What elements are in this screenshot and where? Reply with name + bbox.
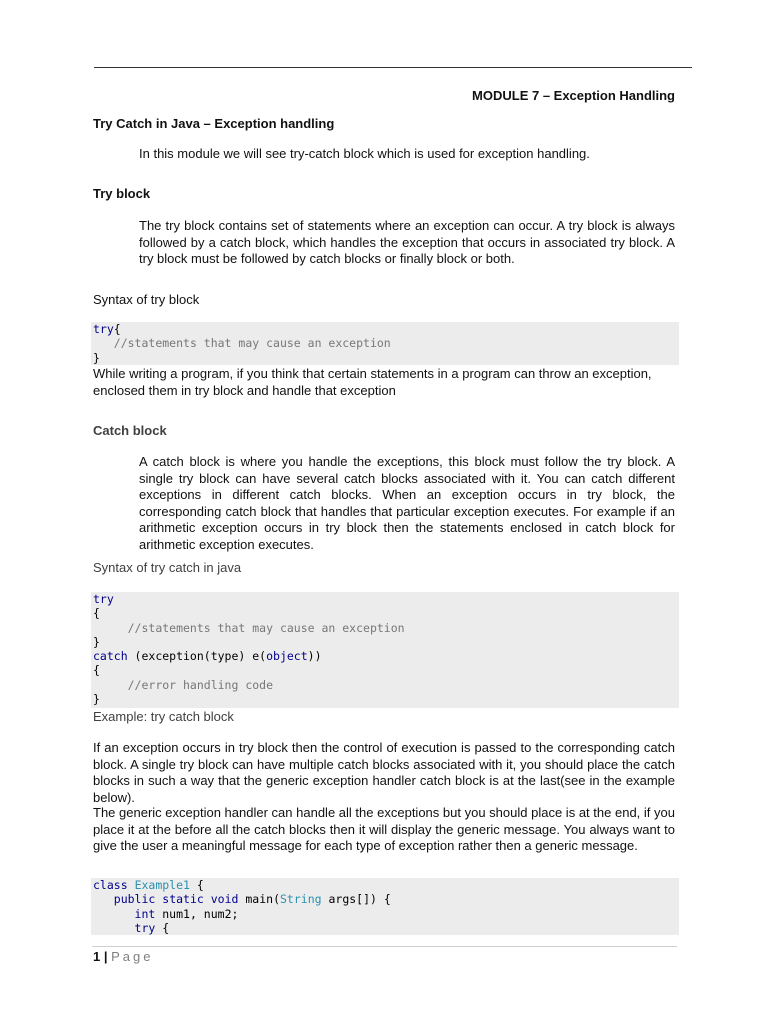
try-block-heading: Try block — [93, 186, 151, 201]
example-label: Example: try catch block — [93, 709, 234, 724]
code-keyword: static — [162, 892, 204, 907]
code-comment: //error handling code — [127, 677, 274, 692]
code-keyword: class — [93, 878, 128, 892]
catch-syntax-code — [91, 592, 679, 708]
catch-block-description: A catch block is where you handle the exceptions, this block must follow the try block. A single try block can have several catch blocks associated with it. You can catch different exceptions in different catch blocks. When an exception occurs in try block, the corresponding catch block that handles that particular exception executes. For example if an arithmetic exception occurs in try block then the statements enclosed in catch block for arithmetic exception executes. — [139, 454, 675, 552]
example-code — [91, 878, 679, 935]
section-title: Try Catch in Java – Exception handling — [93, 116, 335, 131]
footer-rule — [92, 946, 677, 947]
code-keyword: try — [134, 920, 156, 935]
page-footer — [93, 949, 154, 964]
module-title: MODULE 7 – Exception Handling — [472, 88, 675, 103]
try-syntax-code — [91, 322, 679, 365]
paragraph: The generic exception handler can handle all the exceptions but you should place is at the end, if you place it at the before all the catch blocks then it will display the generic message. You always want to give the user a meaningful message for each type of exception rather then a generic message. — [93, 805, 675, 853]
code-text: args[]) { — [321, 892, 391, 907]
page-word: Page — [111, 949, 154, 964]
try-block-note: While writing a program, if you think that certain statements in a program can throw an exception, enclosed them in try block and handle that exception — [93, 366, 652, 398]
code-text: )) — [307, 649, 322, 664]
code-keyword: void — [210, 892, 239, 907]
page-separator: | — [103, 949, 108, 964]
code-text: main( — [238, 892, 280, 907]
code-text: num1, num2; — [155, 906, 239, 921]
code-text: (exception(type) e( — [127, 649, 267, 664]
intro-text: In this module we will see try-catch block which is used for exception handling. — [139, 146, 590, 161]
header-rule — [94, 67, 692, 68]
page-number: 1 — [93, 949, 101, 964]
code-keyword: try — [93, 322, 114, 336]
catch-syntax-label: Syntax of try catch in java — [93, 560, 242, 575]
code-keyword: catch — [93, 649, 128, 664]
code-text: } — [93, 350, 100, 365]
code-type: Example1 — [134, 878, 190, 892]
code-keyword: int — [134, 906, 156, 921]
code-text: { — [155, 920, 170, 935]
code-text: { — [113, 322, 121, 336]
code-comment: //statements that may cause an exception — [113, 336, 391, 351]
catch-block-heading: Catch block — [93, 423, 167, 438]
code-text: } — [93, 692, 100, 707]
code-keyword: public — [113, 892, 156, 907]
code-text: } — [93, 634, 100, 649]
code-type: String — [280, 892, 322, 907]
code-text: { — [93, 606, 100, 621]
code-comment: //statements that may cause an exception — [127, 620, 405, 635]
code-keyword: object — [266, 649, 308, 664]
paragraph: If an exception occurs in try block then the control of execution is passed to the corresponding catch block. A single try block can have multiple catch blocks associated with it, you should place the catch blocks in such a way that the generic exception handler catch block is at the last(see in the example below). — [93, 740, 675, 805]
try-block-description: The try block contains set of statements where an exception can occur. A try block is always followed by a catch block, which handles the exception that occurs in associated try block. A try block must be followed by catch blocks or finally block or both. — [139, 218, 675, 266]
try-syntax-label: Syntax of try block — [93, 292, 200, 307]
code-text: { — [93, 663, 100, 678]
code-keyword: try — [93, 592, 114, 606]
code-text: { — [189, 878, 204, 892]
